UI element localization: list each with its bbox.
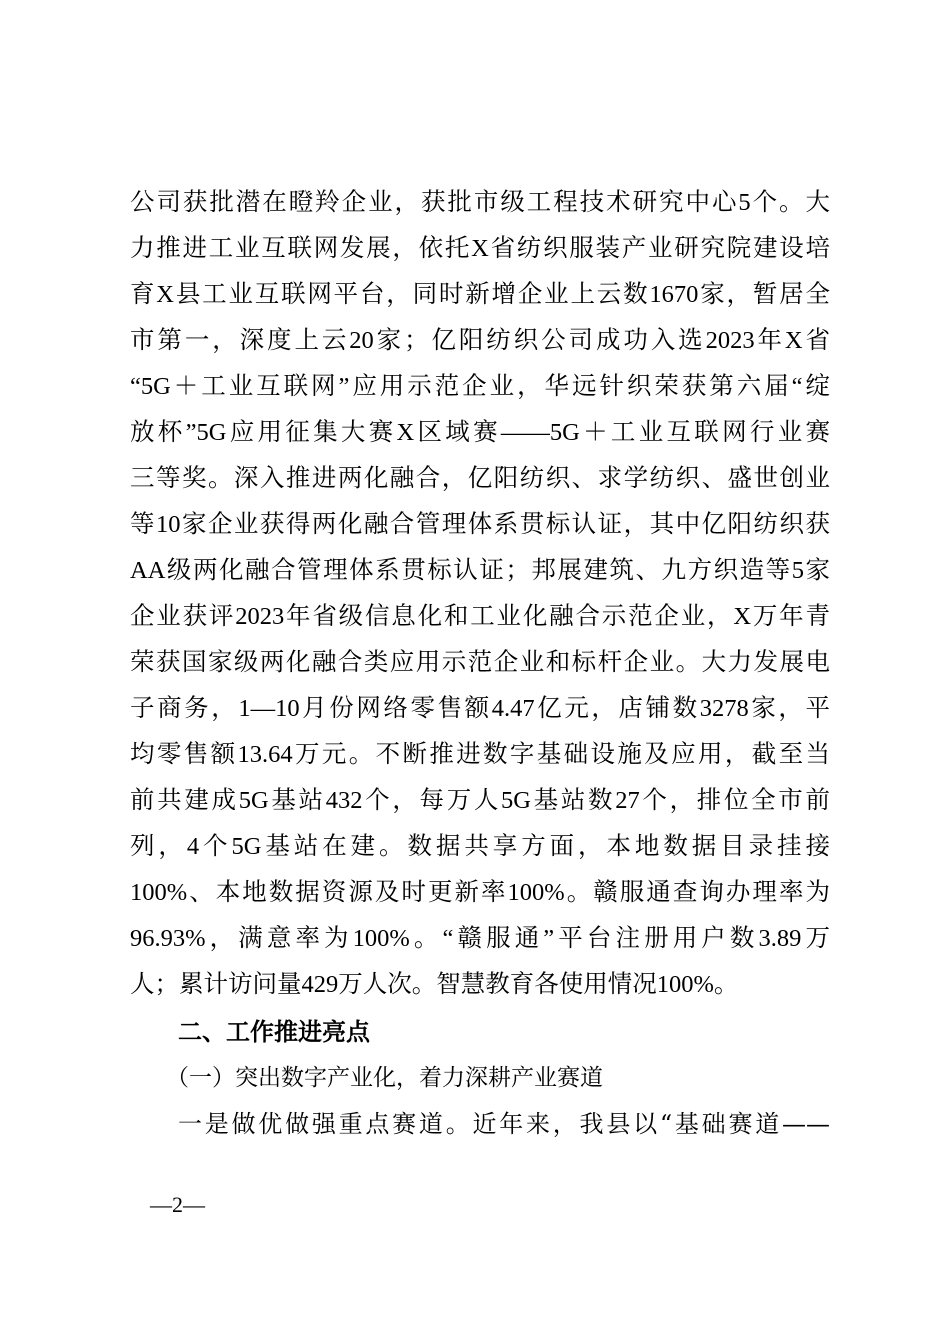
text-line: 子商务，1—10月份网络零售额4.47亿元，店铺数3278家，平 xyxy=(130,695,830,722)
section-heading: 二、工作推进亮点 xyxy=(178,1018,370,1046)
text-line: 等10家企业获得两化融合管理体系贯标认证，其中亿阳纺织获 xyxy=(130,511,830,538)
text-line: 96.93%，满意率为100%。“赣服通”平台注册用户数3.89万 xyxy=(130,925,830,952)
text-line: 前共建成5G基站432个，每万人5G基站数27个，排位全市前 xyxy=(130,787,830,814)
text-line: 荣获国家级两化融合类应用示范企业和标杆企业。大力发展电 xyxy=(130,649,830,676)
subsection-heading: （一）突出数字产业化，着力深耕产业赛道 xyxy=(166,1065,603,1091)
text-line: 公司获批潜在瞪羚企业，获批市级工程技术研究中心5个。大 xyxy=(130,189,830,216)
text-line: 三等奖。深入推进两化融合，亿阳纺织、求学纺织、盛世创业 xyxy=(130,465,830,492)
text-line: 企业获评2023年省级信息化和工业化融合示范企业，X万年青 xyxy=(130,603,830,630)
text-line: AA级两化融合管理体系贯标认证；邦展建筑、九方织造等5家 xyxy=(130,557,830,584)
text-line: 人；累计访问量429万人次。智慧教育各使用情况100%。 xyxy=(130,971,739,998)
text-line: 力推进工业互联网发展，依托X省纺织服装产业研究院建设培 xyxy=(130,235,830,262)
text-line: “5G＋工业互联网”应用示范企业，华远针织荣获第六届“绽 xyxy=(130,373,830,400)
text-line: 市第一，深度上云20家；亿阳纺织公司成功入选2023年X省 xyxy=(130,327,830,354)
text-line: 100%、本地数据资源及时更新率100%。赣服通查询办理率为 xyxy=(130,879,830,906)
text-line: 育X县工业互联网平台，同时新增企业上云数1670家，暂居全 xyxy=(130,281,830,308)
text-line: 列，4个5G基站在建。数据共享方面，本地数据目录挂接 xyxy=(130,833,830,860)
text-line: 放杯”5G应用征集大赛X区域赛——5G＋工业互联网行业赛 xyxy=(130,419,830,446)
paragraph-line: 一是做优做强重点赛道。近年来，我县以“基础赛道—— xyxy=(178,1110,830,1138)
text-line: 均零售额13.64万元。不断推进数字基础设施及应用，截至当 xyxy=(130,741,830,768)
body-paragraph xyxy=(130,180,830,1008)
page-number: —2— xyxy=(150,1192,205,1217)
